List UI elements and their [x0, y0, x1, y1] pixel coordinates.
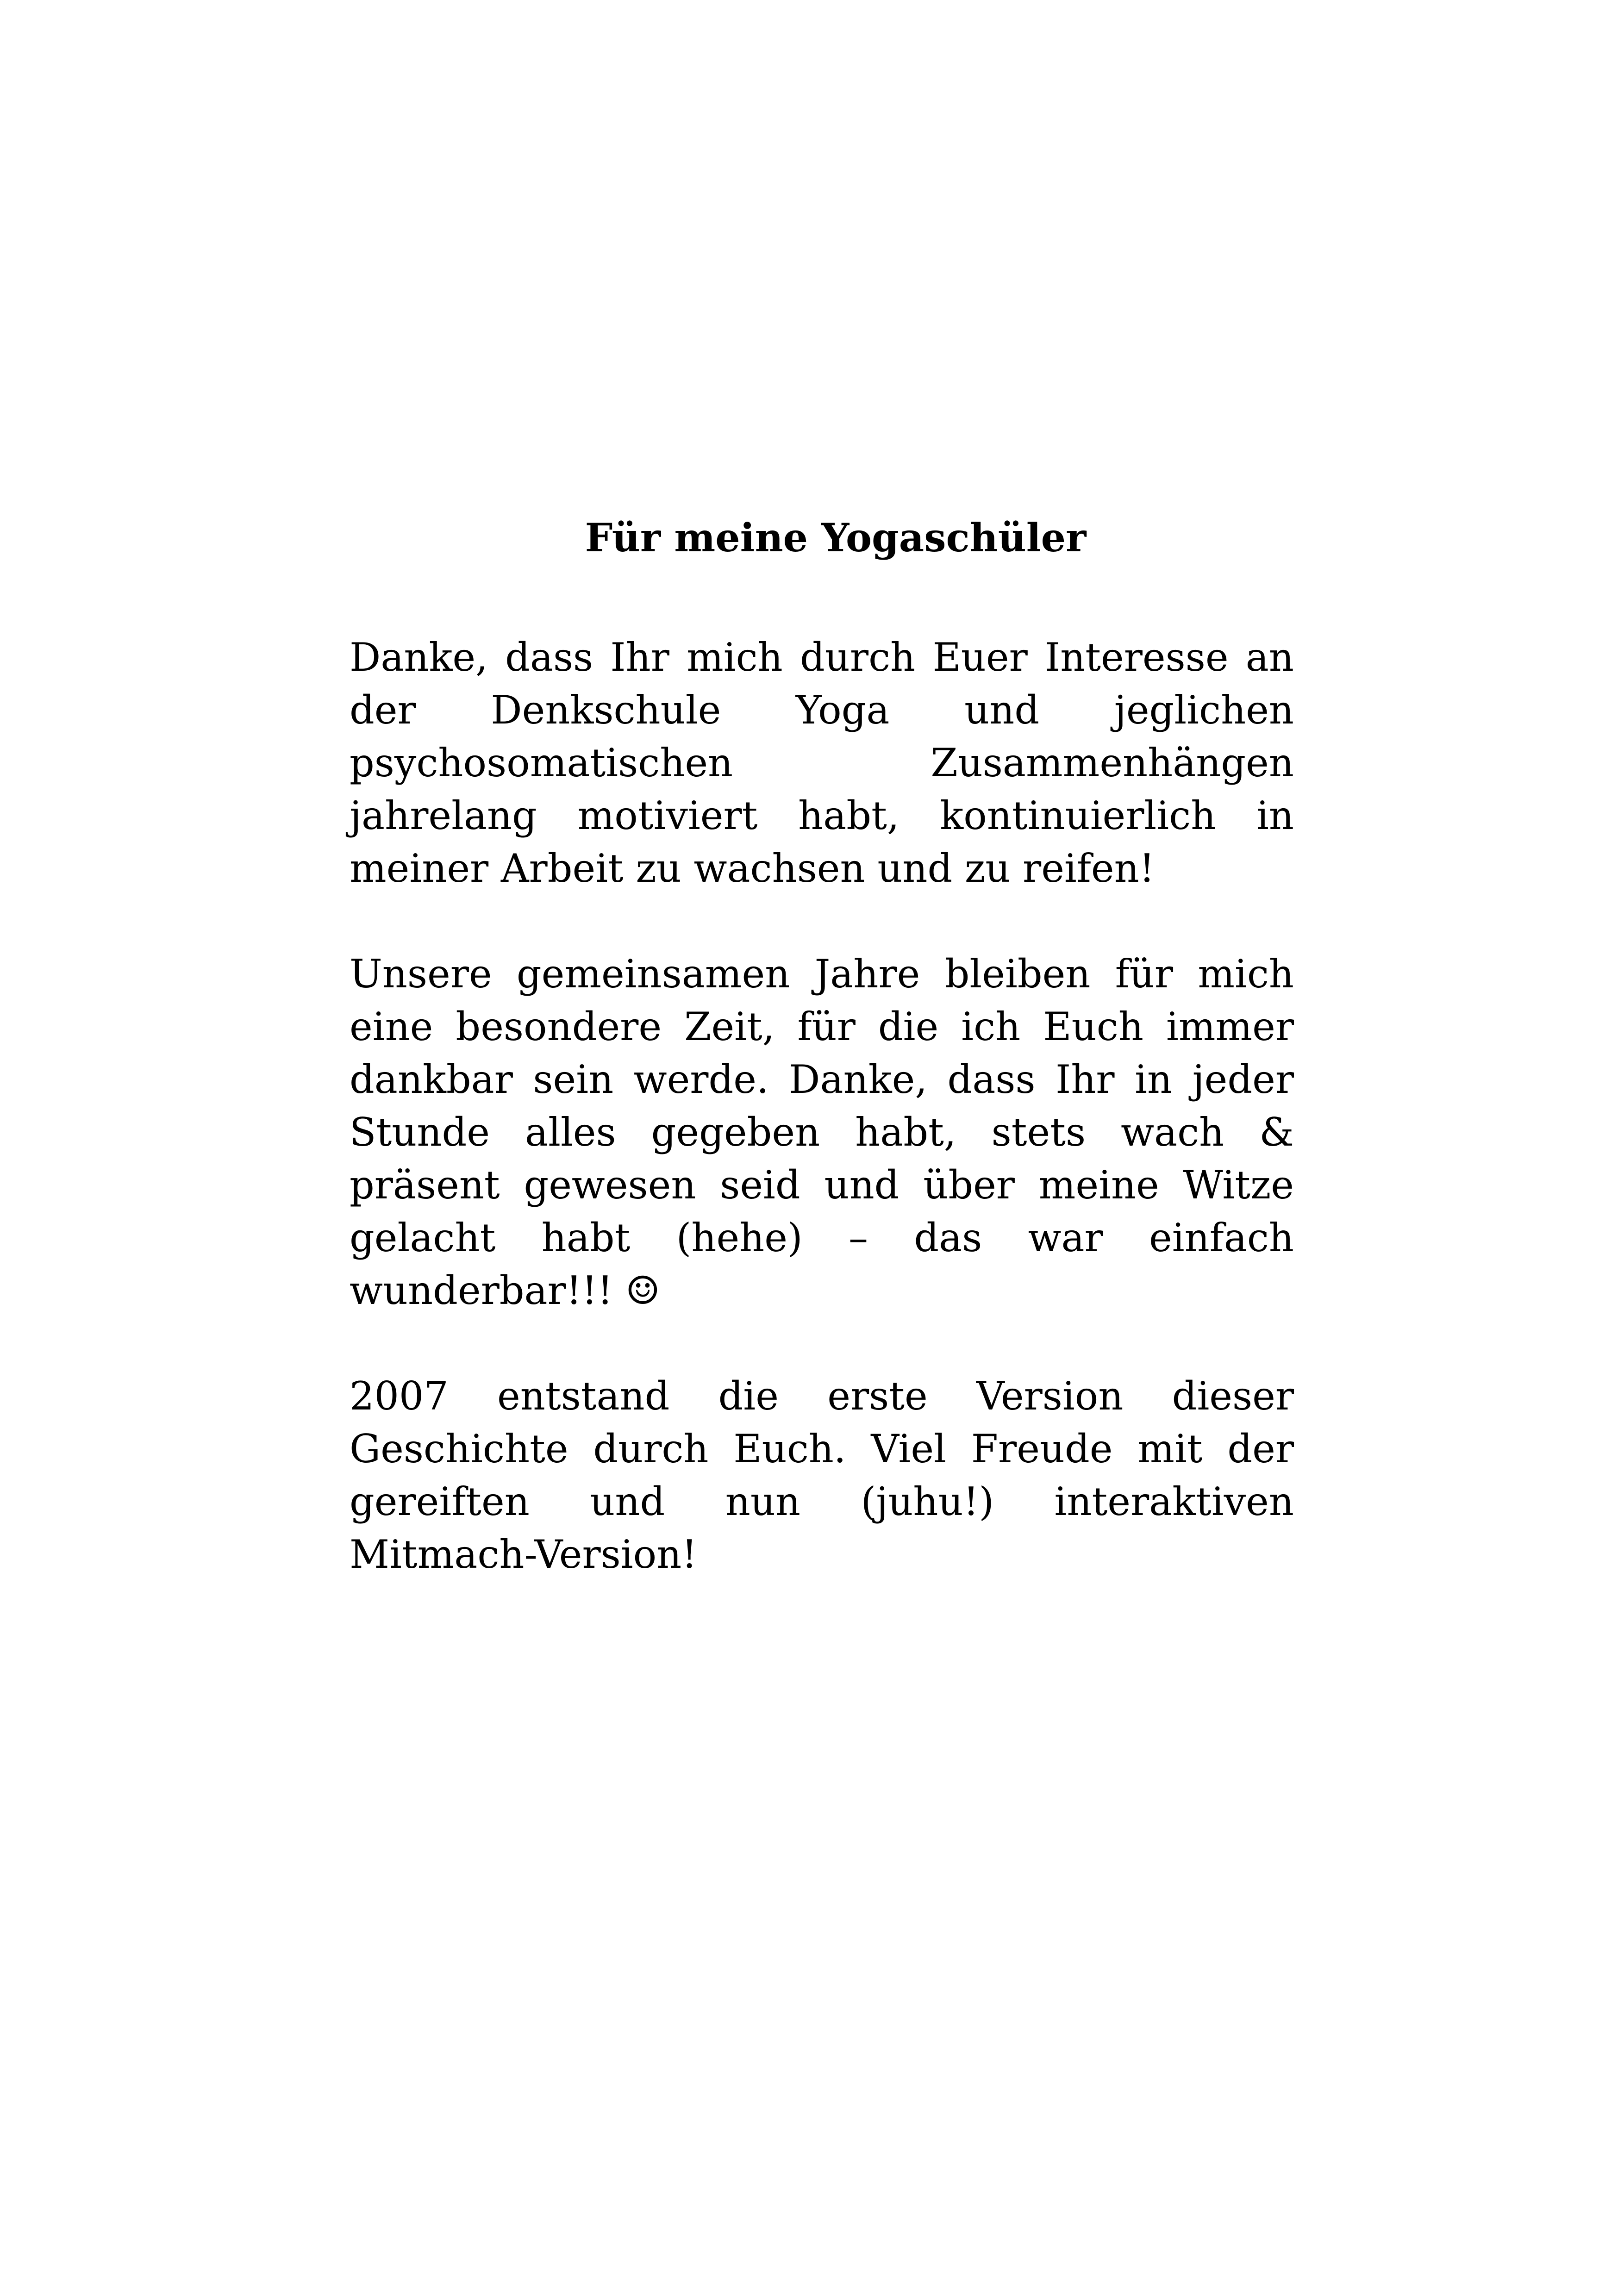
paragraph-years: Unsere gemeinsamen Jahre bleiben für mich eine besondere Zeit, für die ich Euch immer dankbar sein werde. Danke, dass Ihr in jeder Stunde alles gegeben habt, stets wach & präsent gewesen seid und über meine Witze gelacht habt (hehe) – das war einfach wunderbar!!! ☺ — [350, 951, 1294, 1313]
page-title: Für meine Yogaschüler — [585, 515, 1087, 561]
paragraph-thanks: Danke, dass Ihr mich durch Euer Interesse an der Denkschule Yoga und jeglichen psychosomatischen Zusammenhängen jahrelang motiviert habt, kontinuierlich in meiner Arbeit zu wachsen und zu reifen! — [350, 635, 1294, 891]
dedication-block — [350, 511, 1294, 1581]
paragraph-version: 2007 entstand die erste Version dieser Geschichte durch Euch. Viel Freude mit der gereiften und nun (juhu!) interaktiven Mitmach-Version! — [350, 1373, 1294, 1577]
